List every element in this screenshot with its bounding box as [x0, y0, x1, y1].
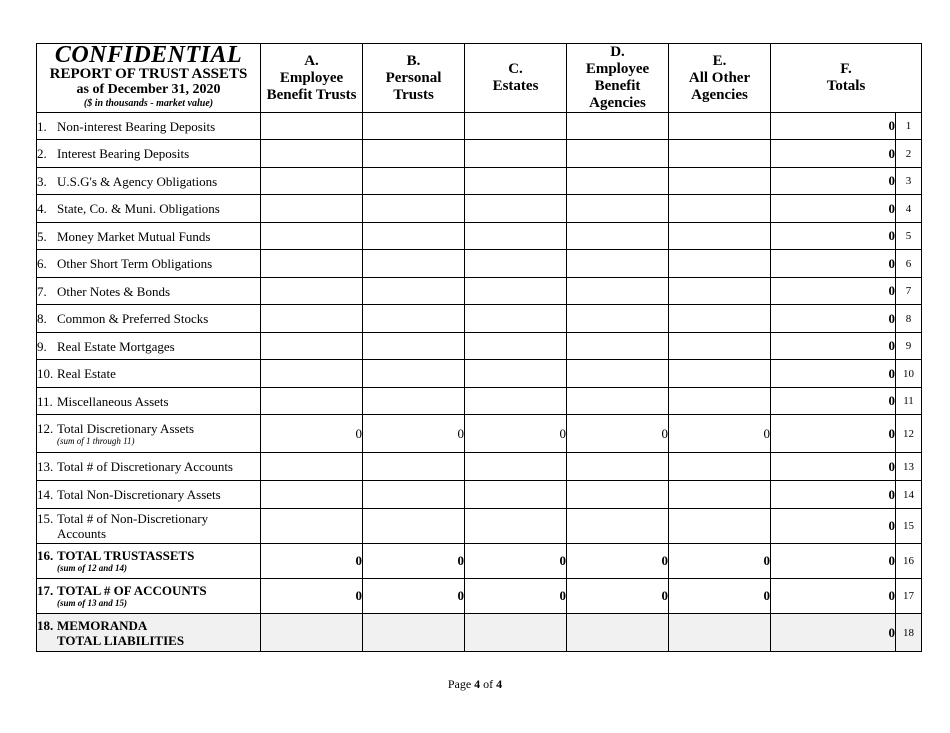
total-cell: 0 [771, 168, 896, 195]
row-number: 15. [37, 511, 54, 526]
value-cell: 0 [567, 544, 669, 579]
value-cell [465, 360, 567, 388]
value-cell: 0 [363, 544, 465, 579]
value-cell [567, 360, 669, 388]
line-number: 18 [896, 614, 922, 652]
line-number: 9 [896, 333, 922, 360]
table-row [37, 333, 922, 360]
page-footer [0, 677, 950, 692]
row-number: 4. [37, 201, 47, 216]
value-cell [465, 168, 567, 195]
column-header-b: B. Personal Trusts [363, 44, 465, 113]
row-number: 12. [37, 420, 54, 436]
row-label: Total # of Non-Discretionary [57, 511, 209, 526]
row-number: 16. [37, 548, 54, 563]
line-number: 7 [896, 278, 922, 305]
row-label-cell [37, 360, 261, 388]
table-body [37, 113, 922, 652]
value-cell [363, 305, 465, 333]
row-label-cell [37, 509, 261, 544]
row-number: 7. [37, 283, 47, 299]
row-label: Interest Bearing Deposits [57, 146, 190, 161]
table-row [37, 168, 922, 195]
total-cell: 0 [771, 388, 896, 415]
value-cell [669, 305, 771, 333]
row-number: 9. [37, 338, 47, 354]
total-cell: 0 [771, 223, 896, 250]
line-number: 14 [896, 481, 922, 509]
value-cell [567, 481, 669, 509]
confidential-heading: CONFIDENTIAL [54, 42, 243, 68]
value-cell [669, 168, 771, 195]
row-label: TOTAL # OF ACCOUNTS [57, 583, 207, 598]
total-cell: 0 [771, 453, 896, 481]
total-cell: 0 [771, 360, 896, 388]
row-label: Real Estate Mortgages [57, 338, 175, 354]
value-cell [261, 223, 363, 250]
row-sublabel: (sum of 1 through 11) [57, 435, 135, 446]
value-cell: 0 [567, 579, 669, 614]
table-row [37, 305, 922, 333]
total-cell: 0 [771, 614, 896, 652]
row-label-continued: Accounts [57, 526, 107, 541]
table-row [37, 509, 922, 544]
value-cell [363, 168, 465, 195]
row-label: Miscellaneous Assets [57, 393, 169, 409]
value-cell [567, 223, 669, 250]
value-cell: 0 [465, 579, 567, 614]
table-row [37, 415, 922, 453]
line-number: 11 [896, 388, 922, 415]
value-cell: 0 [465, 544, 567, 579]
column-header-f: F. Totals [771, 44, 922, 113]
row-label: MEMORANDA [57, 617, 148, 633]
value-cell [567, 333, 669, 360]
value-cell [465, 481, 567, 509]
row-label: Other Notes & Bonds [57, 283, 171, 299]
row-label: Total Discretionary Assets [57, 420, 195, 436]
row-number: 10. [37, 366, 54, 381]
table-row [37, 614, 922, 652]
as-of-date: as of December 31, 2020 [76, 82, 221, 97]
value-cell [567, 113, 669, 140]
row-label: Money Market Mutual Funds [57, 228, 211, 244]
value-cell [567, 168, 669, 195]
table-row [37, 388, 922, 415]
column-header-a: A. Employee Benefit Trusts [261, 44, 363, 113]
value-cell [363, 453, 465, 481]
value-cell: 0 [261, 579, 363, 614]
total-cell: 0 [771, 278, 896, 305]
value-cell [669, 140, 771, 168]
line-number: 15 [896, 509, 922, 544]
value-cell [363, 223, 465, 250]
value-cell [669, 509, 771, 544]
row-label-cell [37, 481, 261, 509]
table-row [37, 140, 922, 168]
value-cell [669, 481, 771, 509]
total-cell: 0 [771, 305, 896, 333]
row-label: Non-interest Bearing Deposits [57, 118, 216, 134]
table-row [37, 544, 922, 579]
line-number: 6 [896, 250, 922, 278]
column-header-c: C. Estates [465, 44, 567, 113]
value-cell [567, 614, 669, 652]
value-cell [261, 453, 363, 481]
row-number: 3. [37, 173, 47, 189]
total-cell: 0 [771, 333, 896, 360]
value-cell [465, 509, 567, 544]
line-number: 8 [896, 305, 922, 333]
total-cell: 0 [771, 113, 896, 140]
value-cell [363, 250, 465, 278]
value-cell [363, 333, 465, 360]
row-label-cell [37, 140, 261, 168]
total-cell: 0 [771, 544, 896, 579]
row-number: 14. [37, 487, 54, 502]
table-row [37, 481, 922, 509]
row-label-cell [37, 415, 261, 453]
value-cell [465, 305, 567, 333]
value-cell: 0 [669, 415, 771, 453]
value-cell: 0 [261, 415, 363, 453]
row-number: 5. [37, 228, 47, 244]
line-number: 4 [896, 195, 922, 223]
line-number: 13 [896, 453, 922, 481]
header-row [37, 44, 922, 113]
table-row [37, 278, 922, 305]
column-header-e: E. All Other Agencies [669, 44, 771, 113]
value-cell [669, 250, 771, 278]
row-label-cell [37, 544, 261, 579]
line-number: 5 [896, 223, 922, 250]
page-prefix: Page [447, 677, 472, 691]
row-number: 13. [37, 459, 54, 474]
row-label-cell [37, 250, 261, 278]
total-cell: 0 [771, 140, 896, 168]
row-label: State, Co. & Muni. Obligations [57, 201, 220, 216]
value-cell [261, 278, 363, 305]
value-cell [363, 140, 465, 168]
value-cell: 0 [669, 544, 771, 579]
value-cell [669, 333, 771, 360]
value-cell [261, 168, 363, 195]
row-number: 11. [37, 393, 53, 409]
row-label-cell [37, 579, 261, 614]
value-cell [669, 453, 771, 481]
value-cell [261, 250, 363, 278]
value-cell [465, 195, 567, 223]
value-cell [261, 140, 363, 168]
value-cell [465, 453, 567, 481]
row-label: TOTAL TRUSTASSETS [57, 548, 195, 563]
row-label-cell [37, 453, 261, 481]
value-cell [567, 140, 669, 168]
line-number: 16 [896, 544, 922, 579]
value-cell [669, 278, 771, 305]
value-cell [261, 195, 363, 223]
row-label: Total # of Discretionary Accounts [57, 459, 233, 474]
row-label-cell [37, 305, 261, 333]
report-title-cell [37, 44, 261, 113]
value-cell [261, 360, 363, 388]
page-of: of [483, 677, 494, 691]
line-number: 12 [896, 415, 922, 453]
value-cell [567, 453, 669, 481]
row-label: Real Estate [57, 366, 116, 381]
line-number: 1 [896, 113, 922, 140]
row-label-cell [37, 113, 261, 140]
value-cell [567, 250, 669, 278]
value-cell [465, 250, 567, 278]
line-number: 10 [896, 360, 922, 388]
row-label-cell [37, 614, 261, 652]
value-cell [363, 614, 465, 652]
value-cell [363, 509, 465, 544]
value-cell [465, 388, 567, 415]
row-label-cell [37, 168, 261, 195]
value-cell [261, 305, 363, 333]
table-row [37, 195, 922, 223]
table-row [37, 453, 922, 481]
value-cell [465, 614, 567, 652]
value-cell [363, 195, 465, 223]
value-cell [261, 614, 363, 652]
value-cell [261, 113, 363, 140]
page-number: 4 [474, 677, 481, 691]
page-total: 4 [496, 677, 503, 691]
value-cell [261, 388, 363, 415]
value-cell [363, 113, 465, 140]
value-cell [465, 140, 567, 168]
row-number: 6. [37, 256, 47, 271]
value-cell [261, 509, 363, 544]
units-note: ($ in thousands - market value) [83, 98, 214, 109]
table-row [37, 223, 922, 250]
row-number: 8. [37, 311, 47, 326]
value-cell [669, 195, 771, 223]
value-cell [567, 305, 669, 333]
row-label-cell [37, 223, 261, 250]
table-row [37, 250, 922, 278]
row-label-cell [37, 388, 261, 415]
value-cell: 0 [465, 415, 567, 453]
value-cell: 0 [261, 544, 363, 579]
value-cell [465, 333, 567, 360]
total-cell: 0 [771, 250, 896, 278]
value-cell [669, 360, 771, 388]
value-cell [669, 113, 771, 140]
row-label-cell [37, 195, 261, 223]
row-label: Other Short Term Obligations [57, 256, 213, 271]
row-number: 18. [37, 617, 54, 633]
value-cell [363, 360, 465, 388]
value-cell [363, 388, 465, 415]
line-number: 2 [896, 140, 922, 168]
value-cell [261, 481, 363, 509]
row-label: Common & Preferred Stocks [57, 311, 209, 326]
table-row [37, 113, 922, 140]
row-number: 17. [37, 583, 54, 598]
table-row [37, 579, 922, 614]
value-cell: 0 [363, 415, 465, 453]
value-cell [261, 333, 363, 360]
row-label: Total Non-Discretionary Assets [57, 487, 221, 502]
value-cell [567, 195, 669, 223]
row-number: 1. [37, 118, 47, 134]
total-cell: 0 [771, 195, 896, 223]
total-cell: 0 [771, 481, 896, 509]
value-cell [567, 509, 669, 544]
row-sublabel: (sum of 12 and 14) [57, 563, 128, 573]
total-cell: 0 [771, 509, 896, 544]
total-cell: 0 [771, 415, 896, 453]
value-cell: 0 [567, 415, 669, 453]
value-cell: 0 [363, 579, 465, 614]
value-cell [567, 278, 669, 305]
row-label-cell [37, 333, 261, 360]
row-number: 2. [37, 146, 47, 161]
row-sublabel: (sum of 13 and 15) [57, 598, 128, 608]
column-header-d: D. Employee Benefit Agencies [567, 44, 669, 113]
row-label-continued: TOTAL LIABILITIES [57, 632, 185, 648]
value-cell [363, 278, 465, 305]
line-number: 17 [896, 579, 922, 614]
value-cell [363, 481, 465, 509]
total-cell: 0 [771, 579, 896, 614]
value-cell [567, 388, 669, 415]
value-cell [465, 223, 567, 250]
report-title: REPORT OF TRUST ASSETS [49, 66, 248, 82]
value-cell [465, 113, 567, 140]
row-label-cell [37, 278, 261, 305]
value-cell: 0 [669, 579, 771, 614]
row-label: U.S.G's & Agency Obligations [57, 173, 218, 189]
value-cell [465, 278, 567, 305]
line-number: 3 [896, 168, 922, 195]
table-row [37, 360, 922, 388]
trust-assets-table [36, 43, 922, 652]
value-cell [669, 614, 771, 652]
value-cell [669, 223, 771, 250]
value-cell [669, 388, 771, 415]
